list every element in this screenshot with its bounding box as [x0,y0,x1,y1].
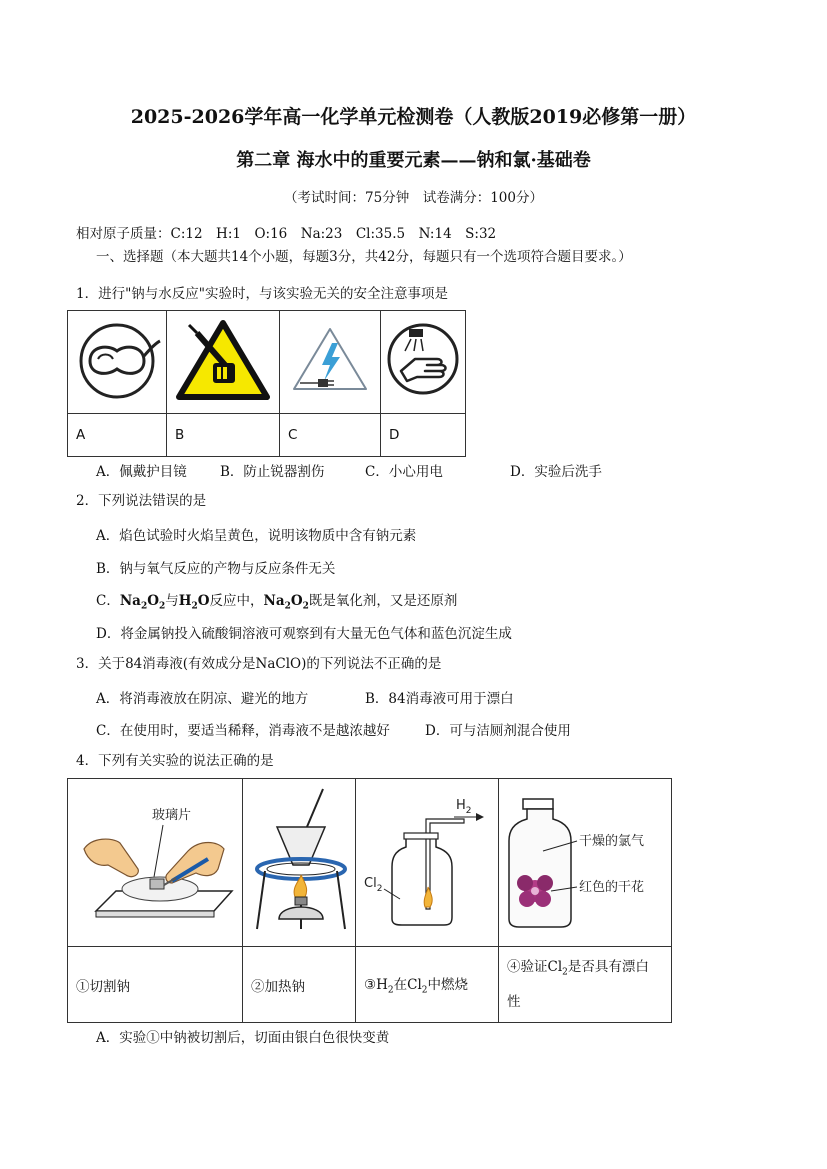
q1-cell-d-image [381,311,466,414]
cutting-sodium-illustration [68,779,242,942]
cl2-label: $Cl_2$ [364,876,383,894]
q1-cell-c-image [280,311,381,414]
q2-c-formula-h2o: $H_2O$ [178,593,210,612]
q2-c-formula-na2o2-2: $Na_2O_2$ [263,593,309,612]
q2-option-c[interactable]: C．$Na_2O_2$与$H_2O$反应中，$Na_2O_2$既是氧化剂，又是还原剂 [96,593,458,612]
q1-option-d[interactable]: D．实验后洗手 [510,464,602,480]
q1-option-c[interactable]: C．小心用电 [365,464,443,480]
q1-label-c: C [280,414,381,457]
q1-cell-b-image [167,311,280,414]
q3-option-b[interactable]: B．84消毒液可用于漂白 [365,691,514,707]
q3-option-c[interactable]: C．在使用时，要适当稀释，消毒液不是越浓越好 [96,723,390,739]
exam-info: （考试时间：75分钟 试卷满分：100分） [284,190,543,206]
q1-image-table [67,310,466,457]
q4-cell-4-image [499,779,672,947]
q2-c-prefix: C． [96,593,120,609]
q4-stem: 4．下列有关实验的说法正确的是 [76,753,274,769]
q3-option-d[interactable]: D．可与洁厕剂混合使用 [425,723,571,739]
q2-stem: 2．下列说法错误的是 [76,493,207,509]
q1-label-b: B [167,414,280,457]
q1-option-b[interactable]: B．防止锐器割伤 [220,464,325,480]
red-flower-label: 红色的干花 [579,880,645,895]
q2-option-b[interactable]: B．钠与氧气反应的产物与反应条件无关 [96,561,336,577]
q4-caption-4: ④验证$Cl_2$是否具有漂白 性 [499,947,672,1023]
q4-caption-1: ①切割钠 [68,947,243,1023]
q3-stem: 3．关于84消毒液(有效成分是NaClO)的下列说法不正确的是 [76,656,442,672]
q1-label-d: D [381,414,466,457]
section-heading: 一、选择题（本大题共14个小题，每题3分，共42分，每题只有一个选项符合题目要求。） [96,249,632,265]
q4-caption-2: ②加热钠 [243,947,356,1023]
q2-option-d[interactable]: D．将金属钠投入硫酸铜溶液可观察到有大量无色气体和蓝色沉淀生成 [96,626,512,642]
heating-sodium-illustration [243,779,355,942]
chapter-subtitle: 第二章 海水中的重要元素——钠和氯·基础卷 [236,150,591,171]
atomic-masses: 相对原子质量：C:12 H:1 O:16 Na:23 Cl:35.5 N:14 S:32 [76,226,497,242]
h2-burning-in-cl2-illustration [356,779,498,942]
q1-label-a: A [68,414,167,457]
q4-cell-3-image [356,779,499,947]
q1-option-a[interactable]: A．佩戴护目镜 [96,464,187,480]
q4-image-table [67,778,672,1023]
goggles-icon [68,311,166,409]
sharp-object-warning-icon [167,311,279,409]
electrical-hazard-icon [280,311,380,409]
h2-label: $H_2$ [456,798,472,816]
q2-c-formula-na2o2: $Na_2O_2$ [119,593,166,612]
q4-cell-1-image [68,779,243,947]
q4-option-a[interactable]: A．实验①中钠被切割后，切面由银白色很快变黄 [96,1030,390,1046]
q1-cell-a-image [68,311,167,414]
q3-option-a[interactable]: A．将消毒液放在阴凉、避光的地方 [96,691,309,707]
q2-option-a[interactable]: A．焰色试验时火焰呈黄色，说明该物质中含有钠元素 [96,528,417,544]
page-title: 2025-2026学年高一化学单元检测卷（人教版2019必修第一册） [130,106,697,128]
q4-caption-3: $③H_2$在$Cl_2$中燃烧 [356,947,499,1023]
dry-chlorine-flower-illustration [499,779,671,942]
q1-stem: 1．进行"钠与水反应"实验时，与该实验无关的安全注意事项是 [76,286,449,302]
dry-chlorine-label: 干燥的氯气 [579,834,645,849]
glass-plate-label: 玻璃片 [152,808,192,823]
q4-cell-2-image [243,779,356,947]
hand-washing-icon [381,311,465,409]
